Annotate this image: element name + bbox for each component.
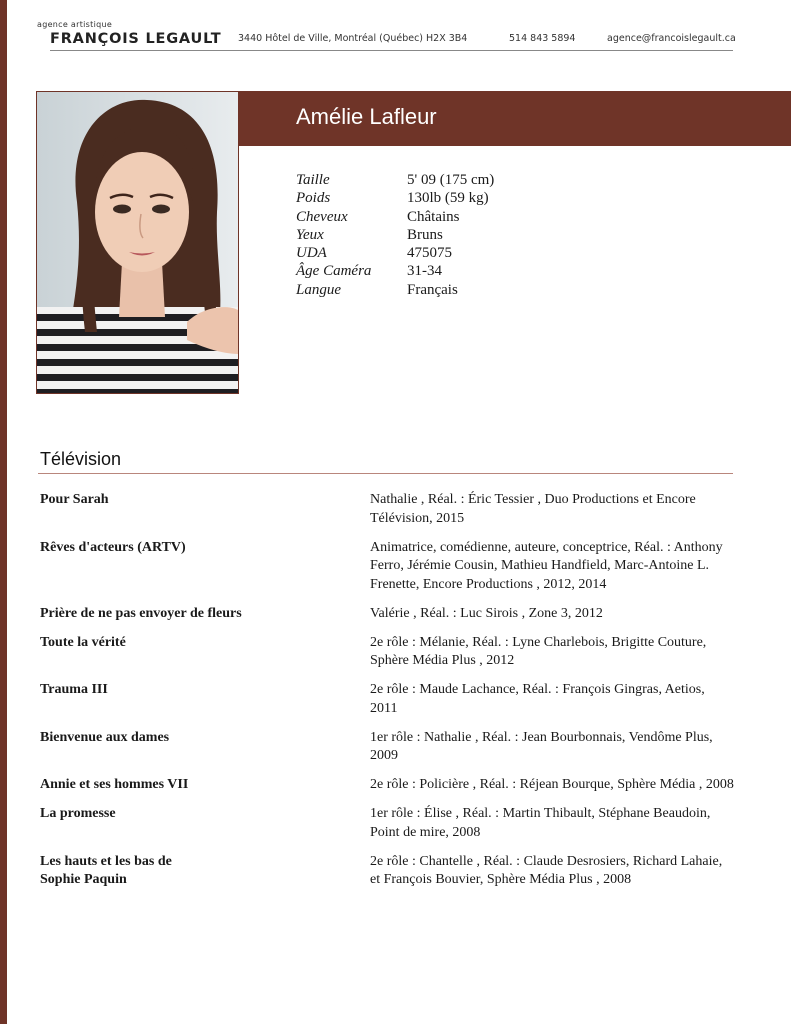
credit-title: La promesse [40, 806, 116, 821]
credit-detail: Animatrice, comédienne, auteure, conceptrice, Réal. : Anthony Ferro, Jérémie Cousin, Mathieu Handfield, Marc-Antoine L. Frenette, Encore Productions , 2012, 2014 [370, 539, 723, 592]
stat-value: 130lb (59 kg) [407, 190, 489, 207]
credits-list [40, 491, 740, 900]
headshot-photo [36, 91, 239, 394]
stat-row-yeux [296, 226, 494, 244]
stat-label: Poids [296, 190, 331, 207]
stat-row-cheveux [296, 208, 494, 226]
credit-row [40, 634, 740, 671]
credit-title: Prière de ne pas envoyer de fleurs [40, 605, 242, 621]
credit-detail: Valérie , Réal. : Luc Sirois , Zone 3, 2012 [370, 605, 603, 621]
stat-value: Bruns [407, 226, 443, 243]
left-accent-bar [0, 0, 7, 1024]
section-divider [38, 473, 733, 474]
stat-value: 475075 [407, 245, 452, 262]
stat-label: Langue [296, 281, 341, 298]
credit-detail: 1er rôle : Élise , Réal. : Martin Thibault, Stéphane Beaudoin, Point de mire, 2008 [370, 806, 711, 840]
stat-value: Français [407, 281, 458, 298]
credit-row [40, 605, 740, 624]
stat-label: UDA [296, 245, 327, 262]
credit-row [40, 776, 740, 795]
credit-row [40, 805, 740, 842]
credit-row [40, 729, 740, 766]
credit-detail: 2e rôle : Policière , Réal. : Réjean Bourque, Sphère Média , 2008 [370, 777, 734, 792]
stat-label: Yeux [296, 226, 324, 243]
stats-list [296, 171, 494, 299]
stat-row-uda [296, 244, 494, 262]
credit-detail: 2e rôle : Mélanie, Réal. : Lyne Charlebois, Brigitte Couture, Sphère Média Plus , 2012 [370, 634, 707, 668]
stat-label: Cheveux [296, 208, 348, 225]
name-banner [238, 91, 791, 146]
agency-phone[interactable]: 514 843 5894 [509, 33, 576, 44]
stat-label: Taille [296, 172, 330, 188]
credit-detail: 2e rôle : Maude Lachance, Réal. : François Gingras, Aetios, 2011 [370, 682, 705, 716]
credit-row [40, 853, 740, 890]
stat-value: Châtains [407, 208, 460, 225]
credit-row [40, 539, 740, 595]
credit-title: Les hauts et les bas de Sophie Paquin [40, 853, 172, 887]
credit-title: Annie et ses hommes VII [40, 777, 189, 792]
agency-email[interactable]: agence@francoislegault.ca [607, 33, 736, 44]
credit-detail: 1er rôle : Nathalie , Réal. : Jean Bourbonnais, Vendôme Plus, 2009 [370, 729, 713, 763]
performer-name: Amélie Lafleur [296, 104, 437, 129]
credit-title: Rêves d'acteurs (ARTV) [40, 539, 186, 555]
agency-logo-name: FRANÇOIS LEGAULT [50, 31, 222, 47]
stat-value: 5' 09 (175 cm) [407, 172, 495, 188]
stat-row-taille [296, 171, 494, 189]
credit-detail: 2e rôle : Chantelle , Réal. : Claude Desrosiers, Richard Lahaie, et François Bouvier, Sphère Média Plus , 2008 [370, 853, 723, 887]
stat-label: Âge Caméra [296, 263, 372, 280]
credit-title: Trauma III [40, 682, 108, 697]
credit-row [40, 681, 740, 718]
credit-row [40, 491, 740, 528]
header-divider [50, 50, 733, 51]
credit-detail: Nathalie , Réal. : Éric Tessier , Duo Productions et Encore Télévision, 2015 [370, 492, 696, 526]
agency-tagline: agence artistique [37, 20, 113, 29]
stat-row-langue [296, 281, 494, 299]
agency-address: 3440 Hôtel de Ville, Montréal (Québec) H2X 3B4 [238, 33, 468, 44]
credit-title: Pour Sarah [40, 492, 109, 507]
credit-title: Bienvenue aux dames [40, 729, 170, 745]
stat-row-age-camera [296, 262, 494, 280]
stat-value: 31-34 [407, 263, 442, 280]
section-title-television: Télévision [40, 449, 122, 469]
stat-row-poids [296, 189, 494, 207]
credit-title: Toute la vérité [40, 634, 126, 650]
